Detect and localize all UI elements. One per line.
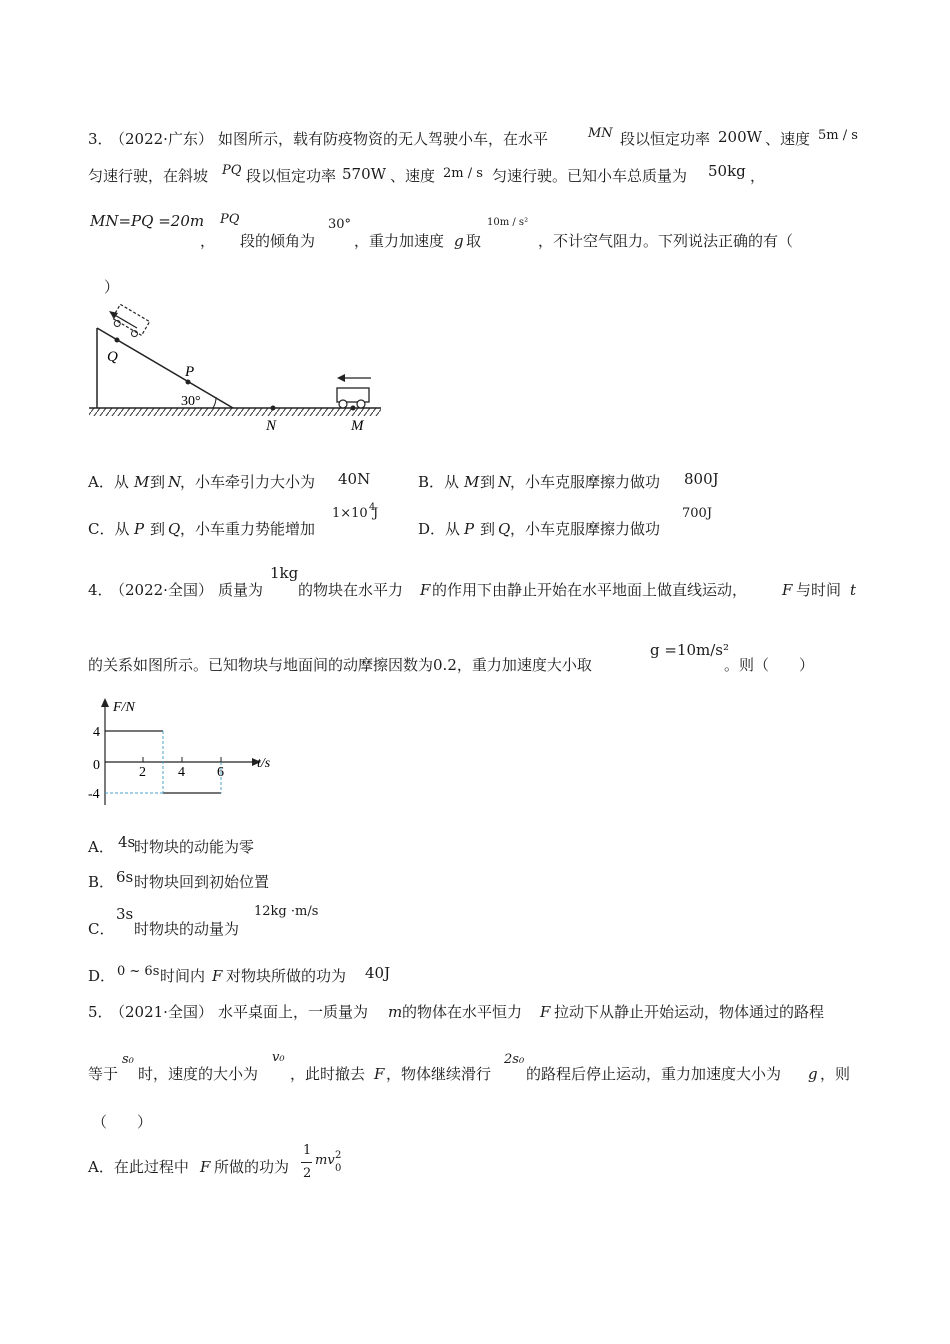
angle-30: 30° — [328, 217, 352, 232]
g-equation: g =10m/s² — [650, 641, 730, 659]
fig-label-Q: Q — [107, 349, 118, 365]
eq-mn-pq: MN=PQ =20m — [90, 212, 205, 230]
graph-ylabel: F/N — [113, 700, 135, 715]
var-MN: MN — [588, 126, 613, 141]
speed-5: 5m / s — [818, 128, 858, 143]
g-value: 10m / s² — [487, 217, 529, 228]
q3-source: （2022·广东） — [110, 130, 213, 148]
q5-number: 5． — [88, 1003, 113, 1021]
q4-number: 4． — [88, 581, 113, 599]
q4-source: （2022·全国） — [110, 581, 213, 599]
tick-x6: 6 — [217, 765, 224, 780]
graph-xlabel: t/s — [257, 756, 271, 771]
power-200w: 200W — [718, 128, 763, 146]
q5-source: （2021·全国） — [110, 1003, 213, 1021]
fig-label-N: N — [266, 418, 277, 434]
fig-label-angle: 30° — [181, 394, 201, 409]
speed-2: 2m / s — [443, 166, 483, 181]
tick-yneg4: -4 — [88, 787, 100, 802]
force-time-graph — [85, 695, 290, 807]
fig-label-P: P — [185, 364, 195, 380]
tick-x4: 4 — [178, 765, 185, 780]
tick-y0: 0 — [93, 758, 100, 773]
power-570w: 570W — [342, 165, 387, 183]
mass-1kg: 1kg — [270, 564, 299, 582]
tick-x2: 2 — [139, 765, 146, 780]
tick-y4: 4 — [93, 725, 100, 740]
q3-number: 3． — [88, 130, 113, 148]
incline-figure — [85, 300, 390, 440]
frac-num: 1 — [303, 1143, 312, 1158]
frac-den: 2 — [303, 1166, 312, 1181]
var-PQ: PQ — [222, 163, 242, 178]
fig-label-M: M — [351, 418, 364, 434]
mass-50kg: 50kg — [708, 162, 746, 180]
